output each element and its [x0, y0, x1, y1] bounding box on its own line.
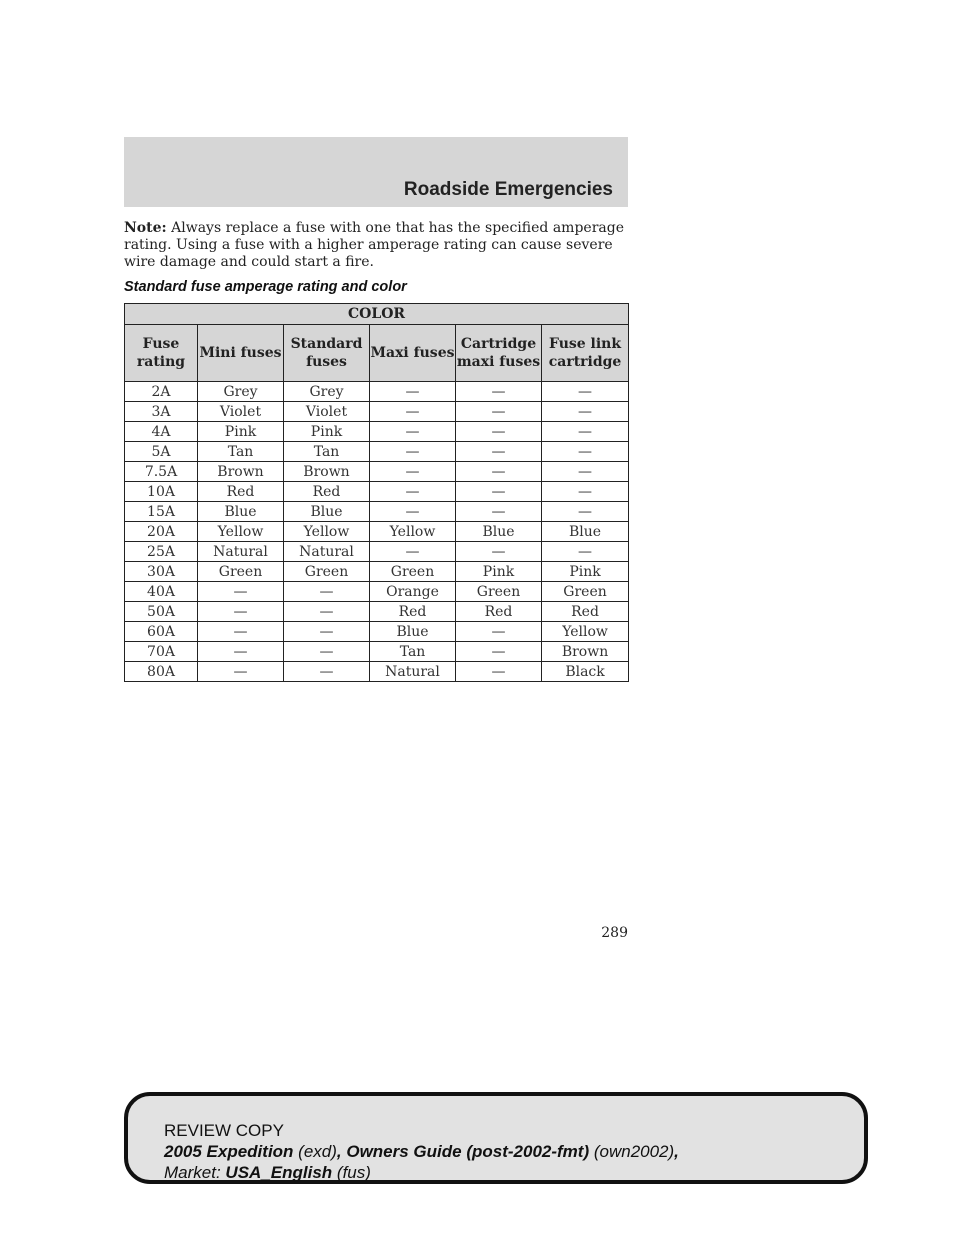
color-cell: Yellow	[542, 622, 629, 642]
color-cell: —	[198, 582, 284, 602]
fuse-rating-cell: 3A	[125, 402, 198, 422]
color-cell: Natural	[284, 542, 370, 562]
table-row	[125, 442, 629, 462]
color-cell: Green	[284, 562, 370, 582]
color-cell: —	[198, 642, 284, 662]
table-row	[125, 382, 629, 402]
color-cell: —	[198, 662, 284, 682]
color-cell: Pink	[456, 562, 542, 582]
color-cell: —	[284, 622, 370, 642]
color-cell: —	[370, 502, 456, 522]
color-cell: Yellow	[284, 522, 370, 542]
market-code: (fus)	[336, 1163, 371, 1182]
color-cell: Yellow	[370, 522, 456, 542]
color-cell: —	[542, 462, 629, 482]
guide-comma: ,	[674, 1142, 679, 1161]
color-cell: Brown	[284, 462, 370, 482]
color-cell: Blue	[198, 502, 284, 522]
color-cell: Black	[542, 662, 629, 682]
color-cell: —	[456, 502, 542, 522]
market-label: Market:	[164, 1163, 221, 1182]
color-cell: Brown	[198, 462, 284, 482]
table-row	[125, 402, 629, 422]
fuse-rating-cell: 50A	[125, 602, 198, 622]
color-cell: Yellow	[198, 522, 284, 542]
table-caption: Standard fuse amperage rating and color	[124, 279, 407, 295]
color-cell: —	[456, 382, 542, 402]
color-cell: —	[542, 402, 629, 422]
section-header-band	[124, 137, 628, 207]
guide-code: (own2002)	[593, 1142, 675, 1161]
color-cell: —	[542, 382, 629, 402]
note-text: Always replace a fuse with one that has the specified amperage rating. Using a fuse with a higher amperage rating can cause severe wire damage and could start a fire.	[124, 220, 624, 270]
fuse-color-table	[124, 303, 629, 682]
color-cell: Grey	[198, 382, 284, 402]
color-cell: Red	[542, 602, 629, 622]
review-copy-box	[124, 1092, 868, 1184]
table-row	[125, 542, 629, 562]
guide-line	[164, 1141, 679, 1162]
color-cell: Green	[542, 582, 629, 602]
color-cell: —	[456, 662, 542, 682]
table-row	[125, 582, 629, 602]
color-cell: —	[370, 442, 456, 462]
column-header: Cartridge maxi fuses	[456, 325, 542, 382]
color-cell: —	[456, 622, 542, 642]
review-copy-text	[164, 1120, 679, 1183]
table-row	[125, 562, 629, 582]
color-cell: —	[456, 482, 542, 502]
color-cell: Red	[370, 602, 456, 622]
color-cell: Red	[198, 482, 284, 502]
review-copy-line: REVIEW COPY	[164, 1121, 284, 1140]
market-value: USA_English	[225, 1163, 333, 1182]
fuse-rating-cell: 7.5A	[125, 462, 198, 482]
vehicle-model: 2005 Expedition	[164, 1142, 294, 1161]
fuse-rating-cell: 80A	[125, 662, 198, 682]
color-cell: Green	[198, 562, 284, 582]
color-cell: Natural	[370, 662, 456, 682]
fuse-rating-cell: 5A	[125, 442, 198, 462]
color-cell: Green	[456, 582, 542, 602]
color-cell: Pink	[284, 422, 370, 442]
color-group-header: COLOR	[125, 304, 629, 325]
market-line	[164, 1162, 679, 1183]
color-cell: —	[370, 542, 456, 562]
color-cell: —	[542, 502, 629, 522]
column-header: Fuse link cartridge	[542, 325, 629, 382]
color-cell: Brown	[542, 642, 629, 662]
table-row	[125, 602, 629, 622]
color-cell: Red	[284, 482, 370, 502]
fuse-rating-cell: 4A	[125, 422, 198, 442]
color-cell: Natural	[198, 542, 284, 562]
table-row	[125, 522, 629, 542]
table-row	[125, 482, 629, 502]
column-header: Mini fuses	[198, 325, 284, 382]
color-cell: Blue	[370, 622, 456, 642]
color-cell: Grey	[284, 382, 370, 402]
column-header: Fuse rating	[125, 325, 198, 382]
color-cell: —	[456, 642, 542, 662]
fuse-rating-cell: 70A	[125, 642, 198, 662]
table-row	[125, 662, 629, 682]
page-number: 289	[601, 925, 628, 941]
color-cell: Orange	[370, 582, 456, 602]
color-cell: —	[370, 462, 456, 482]
color-cell: Tan	[284, 442, 370, 462]
fuse-rating-cell: 40A	[125, 582, 198, 602]
color-cell: Violet	[198, 402, 284, 422]
fuse-rating-cell: 60A	[125, 622, 198, 642]
color-cell: —	[542, 442, 629, 462]
fuse-rating-cell: 25A	[125, 542, 198, 562]
color-cell: —	[456, 542, 542, 562]
color-cell: —	[370, 382, 456, 402]
vehicle-model-code: (exd)	[298, 1142, 337, 1161]
note-paragraph	[124, 220, 628, 271]
table-row	[125, 422, 629, 442]
color-cell: —	[542, 482, 629, 502]
color-cell: —	[456, 462, 542, 482]
color-cell: —	[370, 402, 456, 422]
color-cell: Pink	[542, 562, 629, 582]
color-cell: —	[198, 622, 284, 642]
table-row	[125, 622, 629, 642]
color-cell: —	[456, 442, 542, 462]
color-cell: Green	[370, 562, 456, 582]
color-cell: Violet	[284, 402, 370, 422]
color-cell: —	[284, 602, 370, 622]
color-cell: —	[198, 602, 284, 622]
color-cell: Blue	[284, 502, 370, 522]
column-header: Maxi fuses	[370, 325, 456, 382]
color-cell: Tan	[370, 642, 456, 662]
color-cell: —	[370, 482, 456, 502]
fuse-rating-cell: 2A	[125, 382, 198, 402]
color-cell: —	[284, 662, 370, 682]
color-cell: —	[542, 422, 629, 442]
color-cell: —	[542, 542, 629, 562]
fuse-rating-cell: 15A	[125, 502, 198, 522]
table-row	[125, 462, 629, 482]
color-cell: Tan	[198, 442, 284, 462]
fuse-rating-cell: 30A	[125, 562, 198, 582]
color-cell: —	[370, 422, 456, 442]
section-title: Roadside Emergencies	[403, 179, 613, 200]
fuse-rating-cell: 10A	[125, 482, 198, 502]
guide-title: , Owners Guide (post-2002-fmt)	[336, 1142, 590, 1161]
color-cell: —	[284, 642, 370, 662]
table-row	[125, 642, 629, 662]
note-label: Note:	[124, 220, 167, 236]
table-row	[125, 502, 629, 522]
color-cell: —	[456, 402, 542, 422]
color-cell: Red	[456, 602, 542, 622]
color-cell: Blue	[542, 522, 629, 542]
fuse-rating-cell: 20A	[125, 522, 198, 542]
color-cell: Blue	[456, 522, 542, 542]
column-header: Standard fuses	[284, 325, 370, 382]
color-cell: —	[456, 422, 542, 442]
color-cell: —	[284, 582, 370, 602]
color-cell: Pink	[198, 422, 284, 442]
